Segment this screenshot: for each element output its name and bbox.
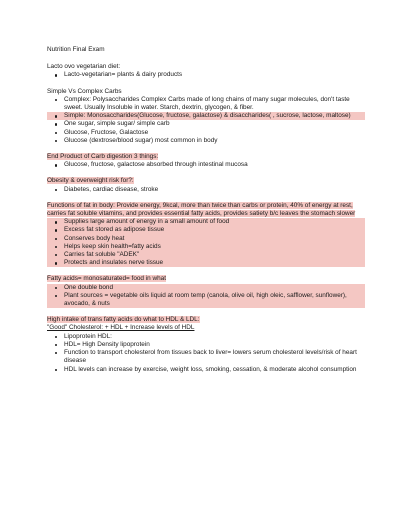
list-item-text: Conserves body heat <box>64 234 125 242</box>
section-heading-text: Obesity & overweight risk for?: <box>47 177 134 185</box>
section-heading-text: Simple Vs Complex Carbs <box>47 87 122 95</box>
list-item <box>47 284 365 292</box>
sections-container <box>47 63 365 374</box>
list-item-text: Protects and insulates nerve tissue <box>64 259 164 267</box>
list-item-text: Glucose, fructose, galactose absorbed through intestinal mucosa <box>64 161 248 169</box>
section-heading <box>47 88 365 96</box>
list-item <box>47 112 365 120</box>
section-heading-text: End Product of Carb digestion 3 things: <box>47 153 159 161</box>
list-item <box>47 235 365 243</box>
section-heading <box>47 177 365 185</box>
section <box>47 177 365 193</box>
bullet-list <box>47 284 365 309</box>
list-item <box>47 259 365 267</box>
bullet-list <box>47 96 365 145</box>
list-item-text: Helps keep skin health=fatty acids <box>64 242 161 250</box>
list-item <box>47 129 365 137</box>
section-subheading: "Good" Cholesterol: + HDL + Increase levels of HDL <box>47 324 195 332</box>
list-item <box>47 251 365 259</box>
list-item-text: Carries fat soluble "ADEK" <box>64 251 140 259</box>
bullet-list <box>47 161 365 169</box>
list-item <box>47 120 365 128</box>
list-item-text: One double bond <box>64 283 114 291</box>
document-content <box>47 46 365 382</box>
list-item-text: Diabetes, cardiac disease, stroke <box>64 185 159 193</box>
list-item-text: Lipoprotein HDL: <box>64 332 112 340</box>
section-heading <box>47 63 365 71</box>
bullet-list <box>47 333 365 374</box>
bullet-list <box>47 186 365 194</box>
list-item-text: Glucose, Fructose, Galactose <box>64 128 149 136</box>
list-item-text: Plant sources = vegetable oils liquid at room temp (canola, olive oil, high oleic, safflower, sunflower), avocado, & nuts <box>64 291 347 308</box>
bullet-list <box>47 71 365 79</box>
section <box>47 63 365 79</box>
section-heading-text: Lacto ovo vegetarian diet: <box>47 63 121 71</box>
list-item <box>47 161 365 169</box>
section-heading <box>47 275 365 283</box>
section <box>47 88 365 145</box>
list-item-text: Supplies large amount of energy in a small amount of food <box>64 218 230 226</box>
list-item <box>47 96 365 112</box>
list-item <box>47 349 365 365</box>
list-item <box>47 226 365 234</box>
section <box>47 153 365 169</box>
section-heading <box>47 153 365 161</box>
list-item <box>47 218 365 226</box>
list-item-text: Glucose (dextrose/blood sugar) most common in body <box>64 136 218 144</box>
list-item-text: Complex: Polysaccharides Complex Carbs made of long chains of many sugar molecules, don't taste sweet. Usually Insoluble in water. Starch, dextrin, glycogen, & fiber. <box>64 95 350 112</box>
section <box>47 275 365 308</box>
section-heading-text: Fatty acids= monosaturated= food in what <box>47 275 167 283</box>
list-item-text: HDL levels can increase by exercise, weight loss, smoking, cessation, & moderate alcohol consumption <box>64 365 357 373</box>
list-item-text: Function to transport cholesterol from tissues back to liver= lowers serum cholesterol levels/risk of heart disease <box>64 349 357 365</box>
bullet-list <box>47 218 365 267</box>
list-item-text: Simple: Monosaccharides(Glucose, fructose, galactose) & disaccharides( , sucrose, lactose, maltose) <box>64 112 351 120</box>
list-item <box>47 366 365 374</box>
list-item <box>47 341 365 349</box>
list-item <box>47 292 365 308</box>
list-item-text: Lacto-vegetarian= plants & dairy products <box>64 71 183 79</box>
section-heading-text: Functions of fat in body: Provide energy, 9kcal, more than twice than carbs or protein, 40% of energy at rest, carries fat soluble vitamins, and provides essential fatty acids, provides satiety b/c leaves the stomach slower <box>47 201 356 218</box>
list-item <box>47 243 365 251</box>
section <box>47 316 365 373</box>
section-heading <box>47 316 365 324</box>
list-item-text: HDL= High Density lipoprotein <box>64 340 150 348</box>
list-item-text: Excess fat stored as adipose tissue <box>64 226 165 234</box>
list-item <box>47 71 365 79</box>
list-item <box>47 333 365 341</box>
section-heading-text: High intake of trans fatty acids do what to HDL & LDL: <box>47 316 200 324</box>
list-item <box>47 137 365 145</box>
document-title: Nutrition Final Exam <box>47 46 105 53</box>
section-heading <box>47 202 365 218</box>
list-item-text: One sugar, simple sugar/ simple carb <box>64 120 170 128</box>
list-item <box>47 186 365 194</box>
section <box>47 202 365 268</box>
